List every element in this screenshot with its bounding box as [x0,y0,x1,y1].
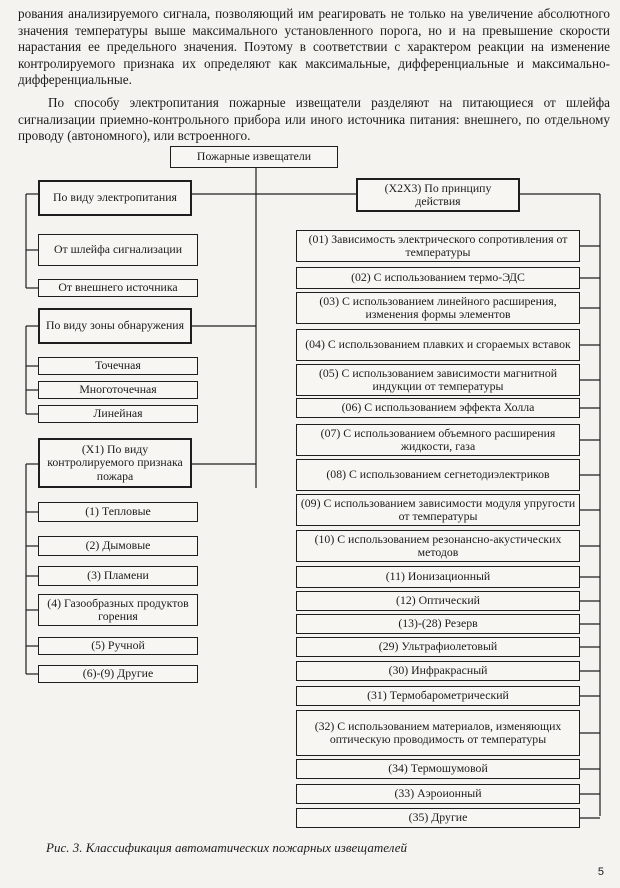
principle-item: (32) С использованием материалов, изменяющих оптическую проводимость от температуры [296,710,580,756]
power-item-external: От внешнего источника [38,279,198,297]
sign-item-flame: (3) Пламени [38,566,198,586]
sign-item-smoke: (2) Дымовые [38,536,198,556]
principle-item: (10) С использованием резонансно-акустических методов [296,530,580,562]
principle-item: (09) С использованием зависимости модуля упругости от температуры [296,494,580,526]
paragraph-1: рования анализируемого сигнала, позволяющий им реагировать не только на увеличение абсолютного значения температуры выше максимального установленного порога, но и на превышение скорости нарастания ее предельного значения. Поэтому в соответствии с характером реакции на изменение контролируемого признака их определяют как максимальные, дифференциальные и максимально-дифференциальные. [18,6,610,88]
principle-item: (35) Другие [296,808,580,828]
zone-item-multipoint: Многоточечная [38,381,198,399]
principle-item: (04) С использованием плавких и сгораемых вставок [296,329,580,361]
root-box: Пожарные извещатели [170,146,338,168]
principle-item: (01) Зависимость электрического сопротивления от температуры [296,230,580,262]
principle-item: (11) Ионизационный [296,566,580,588]
principle-item: (02) С использованием термо-ЭДС [296,267,580,289]
zone-item-linear: Линейная [38,405,198,423]
figure-caption: Рис. 3. Классификация автоматических пожарных извещателей [46,840,407,855]
principle-item: (30) Инфракрасный [296,661,580,681]
sign-item-manual: (5) Ручной [38,637,198,655]
principle-item: (05) С использованием зависимости магнитной индукции от температуры [296,364,580,396]
zone-item-point: Точечная [38,357,198,375]
principle-item: (33) Аэроионный [296,784,580,804]
principle-item: (31) Термобарометрический [296,686,580,706]
page-number: 5 [597,866,604,878]
power-item-loop: От шлейфа сигнализации [38,234,198,266]
power-category-box: По виду электропитания [38,180,192,216]
principle-item: (08) С использованием сегнетодиэлектриков [296,459,580,491]
principle-item: (34) Термошумовой [296,759,580,779]
paragraph-2: По способу электропитания пожарные извещатели разделяют на питающиеся от шлейфа сигнализации приемно-контрольного прибора или иного источника питания: внешнего, по отдельному проводу (автономного), или встроенного. [18,94,610,144]
sign-item-other: (6)-(9) Другие [38,665,198,683]
principle-item: (06) С использованием эффекта Холла [296,398,580,418]
principle-item: (13)-(28) Резерв [296,614,580,634]
principle-item: (12) Оптический [296,591,580,611]
zone-category-box: По виду зоны обнаружения [38,308,192,344]
principle-item: (29) Ультрафиолетовый [296,637,580,657]
principle-item: (07) С использованием объемного расширения жидкости, газа [296,424,580,456]
sign-item-gas: (4) Газообразных продуктов горения [38,594,198,626]
principle-item: (03) С использованием линейного расширения, изменения формы элементов [296,292,580,324]
sign-category-box: (X1) По виду контролируемого признака пожара [38,438,192,488]
principle-category-box: (X2X3) По принципу действия [356,178,520,212]
sign-item-heat: (1) Тепловые [38,502,198,522]
